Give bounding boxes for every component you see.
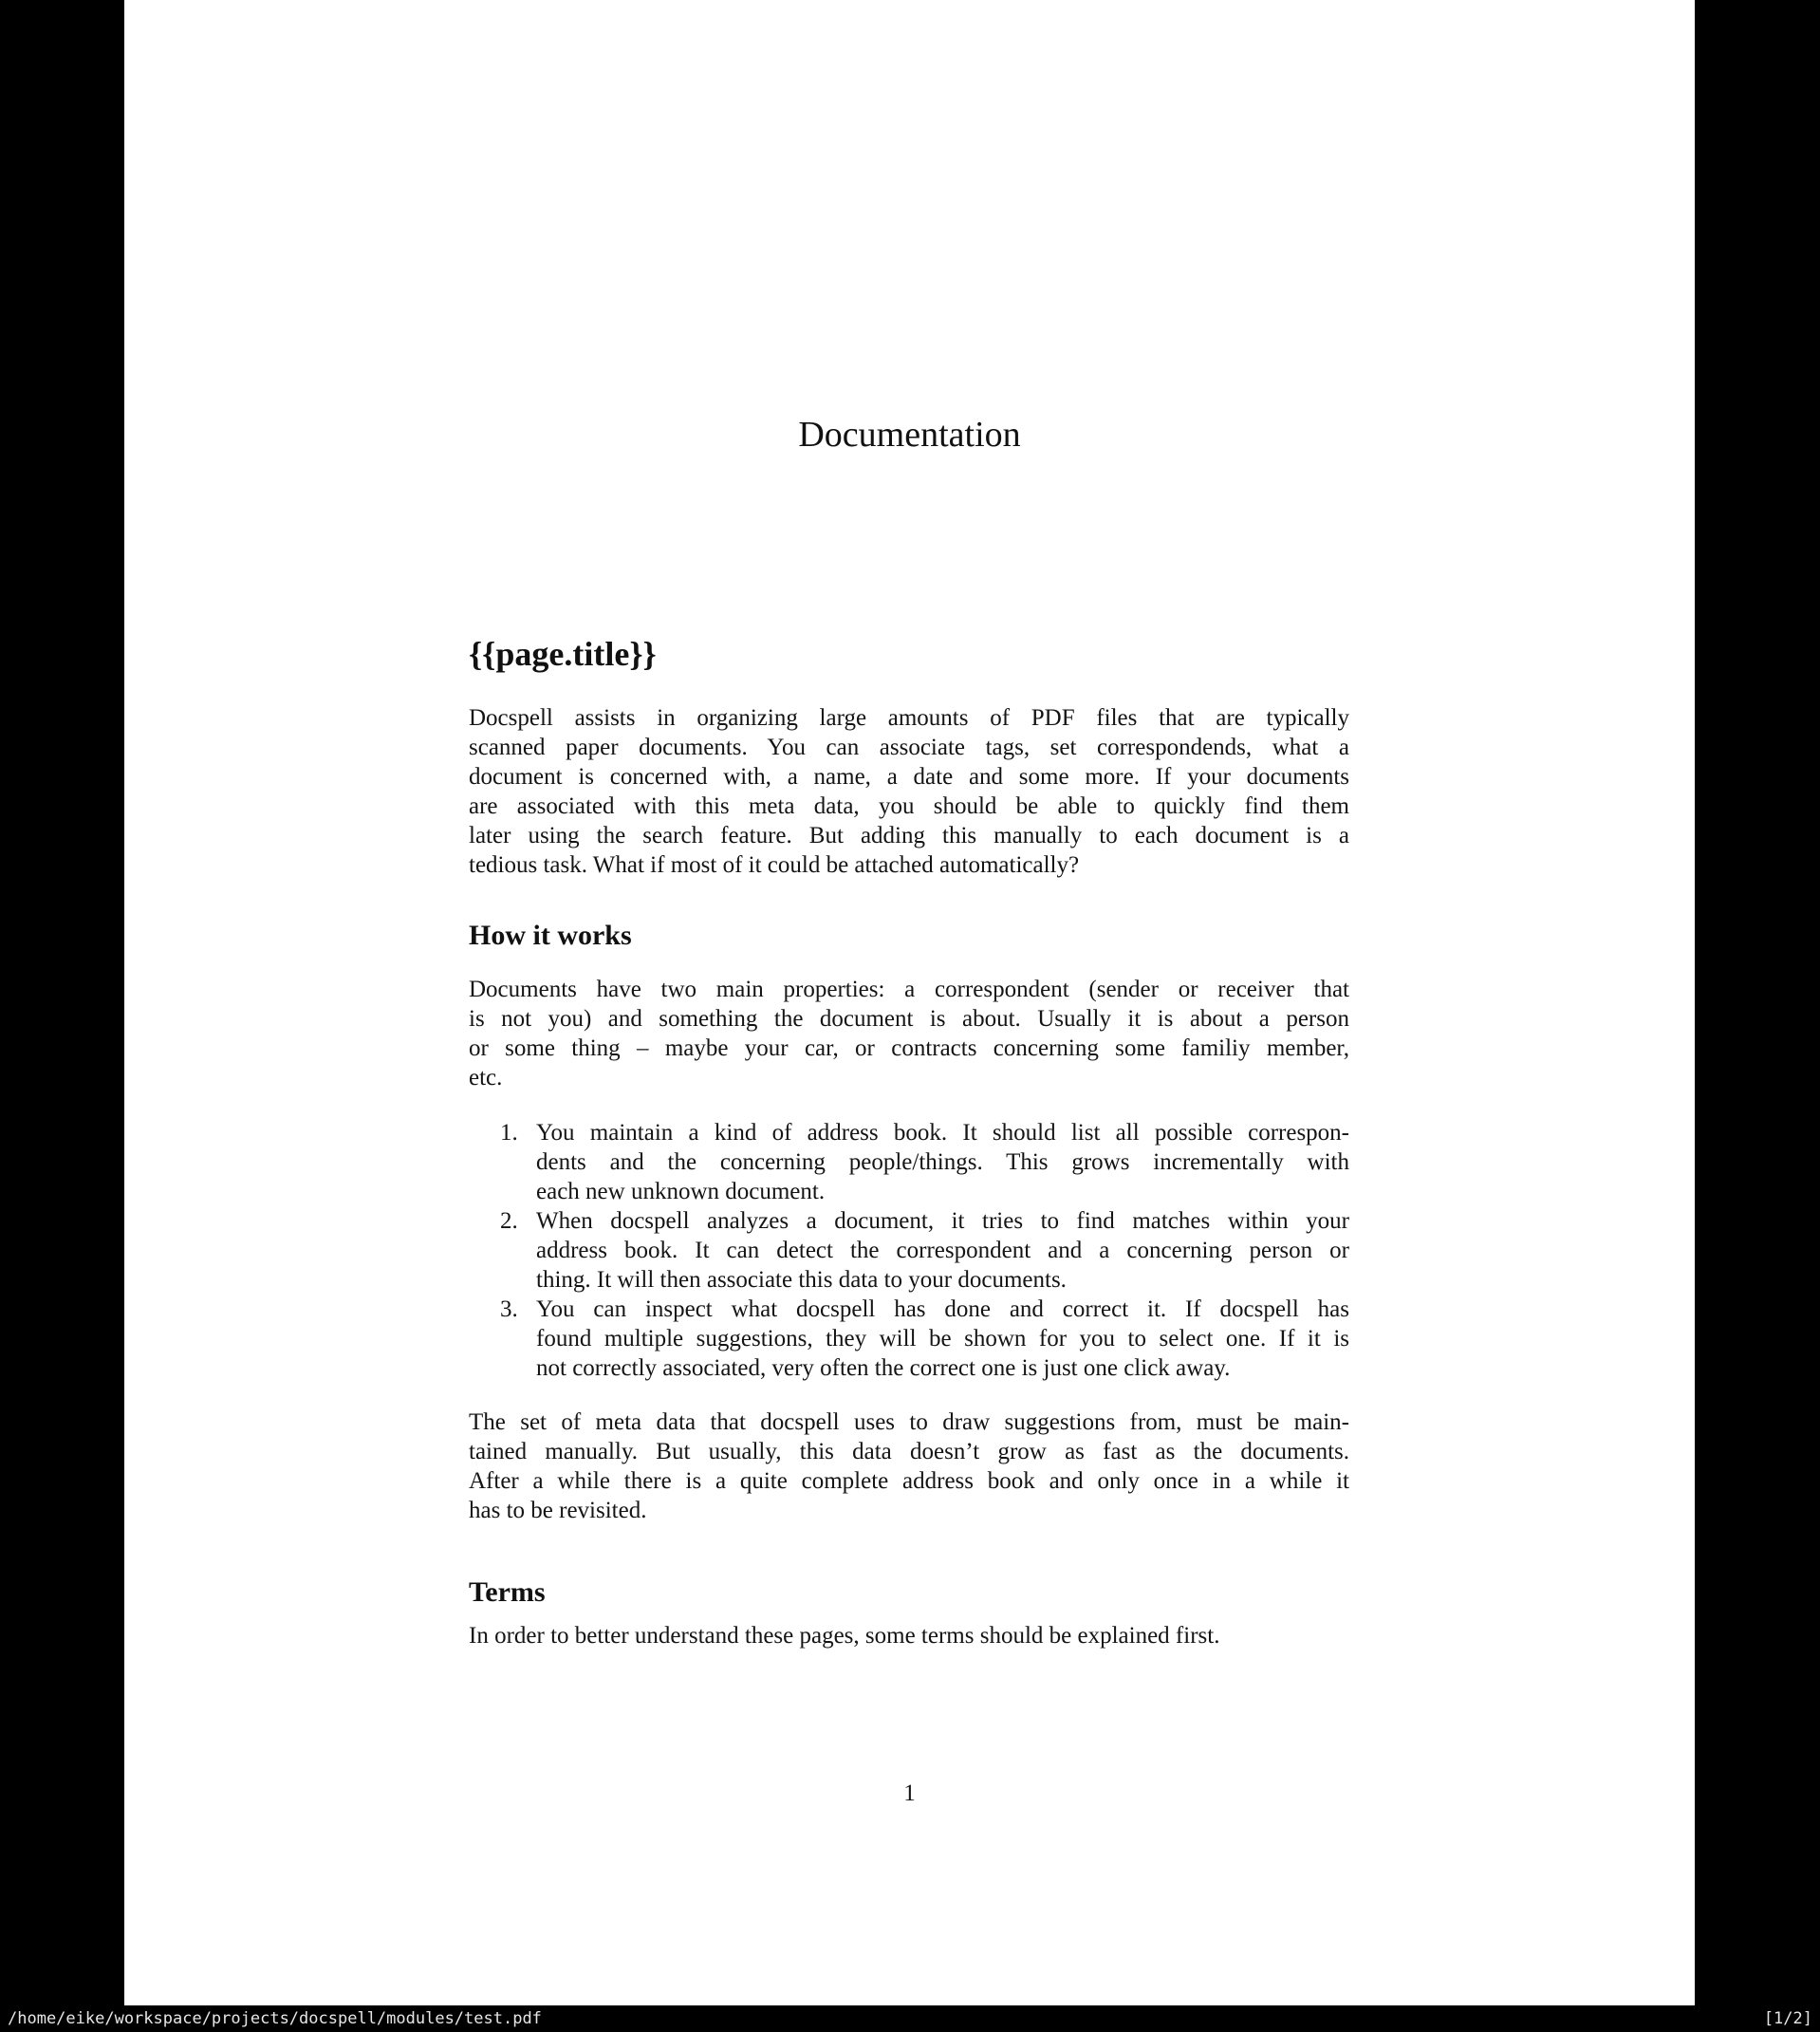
document-page[interactable]: [124, 0, 1695, 2032]
text-line: has to be revisited.: [469, 1498, 647, 1523]
page-number: 1: [903, 1780, 916, 1806]
statusbar-page-indicator: [1/2]: [1763, 2009, 1812, 2028]
ordered-list: [469, 1118, 1349, 1383]
text-line: You can inspect what docspell has done and correct it. If docspell has: [536, 1296, 1349, 1322]
text-line: each new unknown document.: [536, 1179, 826, 1204]
text-line: Documents have two main properties: a correspondent (sender or receiver that: [469, 977, 1349, 1002]
text-line: Docspell assists in organizing large amounts of PDF files that are typically: [469, 705, 1349, 731]
text-line: is not you) and something the document is about. Usually it is about a person: [469, 1006, 1349, 1032]
text-line: thing. It will then associate this data to your documents.: [536, 1267, 1067, 1293]
text-line: scanned paper documents. You can associate tags, set correspondends, what a: [469, 735, 1349, 760]
text-line: address book. It can detect the correspondent and a concerning person or: [536, 1238, 1349, 1263]
text-line: found multiple suggestions, they will be shown for you to select one. If it is: [536, 1326, 1349, 1352]
statusbar-file-path: /home/eike/workspace/projects/docspell/modules/test.pdf: [8, 2009, 542, 2028]
list-marker-3: 3.: [500, 1296, 518, 1322]
list-item-3-text: [536, 1295, 1349, 1383]
how-it-works-paragraph: [469, 975, 1349, 1092]
text-line: You maintain a kind of address book. It should list all possible correspon-: [536, 1120, 1349, 1146]
list-item-2-text: [536, 1206, 1349, 1295]
list-item-3: [469, 1295, 1349, 1383]
text-line: When docspell analyzes a document, it tries to find matches within your: [536, 1208, 1349, 1234]
text-line: In order to better understand these pages, some terms should be explained first.: [469, 1623, 1220, 1649]
list-marker-1: 1.: [500, 1120, 518, 1146]
text-line: etc.: [469, 1065, 503, 1091]
intro-paragraph: [469, 703, 1349, 880]
text-line: later using the search feature. But adding this manually to each document is a: [469, 823, 1349, 848]
meta-data-paragraph: [469, 1407, 1349, 1525]
text-line: are associated with this meta data, you should be able to quickly find them: [469, 793, 1349, 819]
text-line: document is concerned with, a name, a date and some more. If your documents: [469, 764, 1349, 790]
section-heading-page-title: {{page.title}}: [469, 635, 657, 673]
terms-paragraph: [469, 1621, 1349, 1650]
text-line: tained manually. But usually, this data doesn’t grow as fast as the documents.: [469, 1439, 1349, 1464]
heading-terms: Terms: [469, 1576, 546, 1608]
list-item-1: [469, 1118, 1349, 1206]
text-line: not correctly associated, very often the correct one is just one click away.: [536, 1355, 1231, 1381]
list-item-2: [469, 1206, 1349, 1295]
text-line: or some thing – maybe your car, or contracts concerning some familiy member,: [469, 1035, 1349, 1061]
text-line: After a while there is a quite complete address book and only once in a while it: [469, 1468, 1349, 1494]
list-marker-2: 2.: [500, 1208, 518, 1234]
text-line: dents and the concerning people/things. This grows incrementally with: [536, 1149, 1349, 1175]
statusbar: [0, 2005, 1820, 2032]
text-line: tedious task. What if most of it could be attached automatically?: [469, 852, 1080, 878]
heading-how-it-works: How it works: [469, 920, 632, 951]
document-title: Documentation: [798, 415, 1021, 455]
text-line: The set of meta data that docspell uses to draw suggestions from, must be main-: [469, 1409, 1349, 1435]
list-item-1-text: [536, 1118, 1349, 1206]
